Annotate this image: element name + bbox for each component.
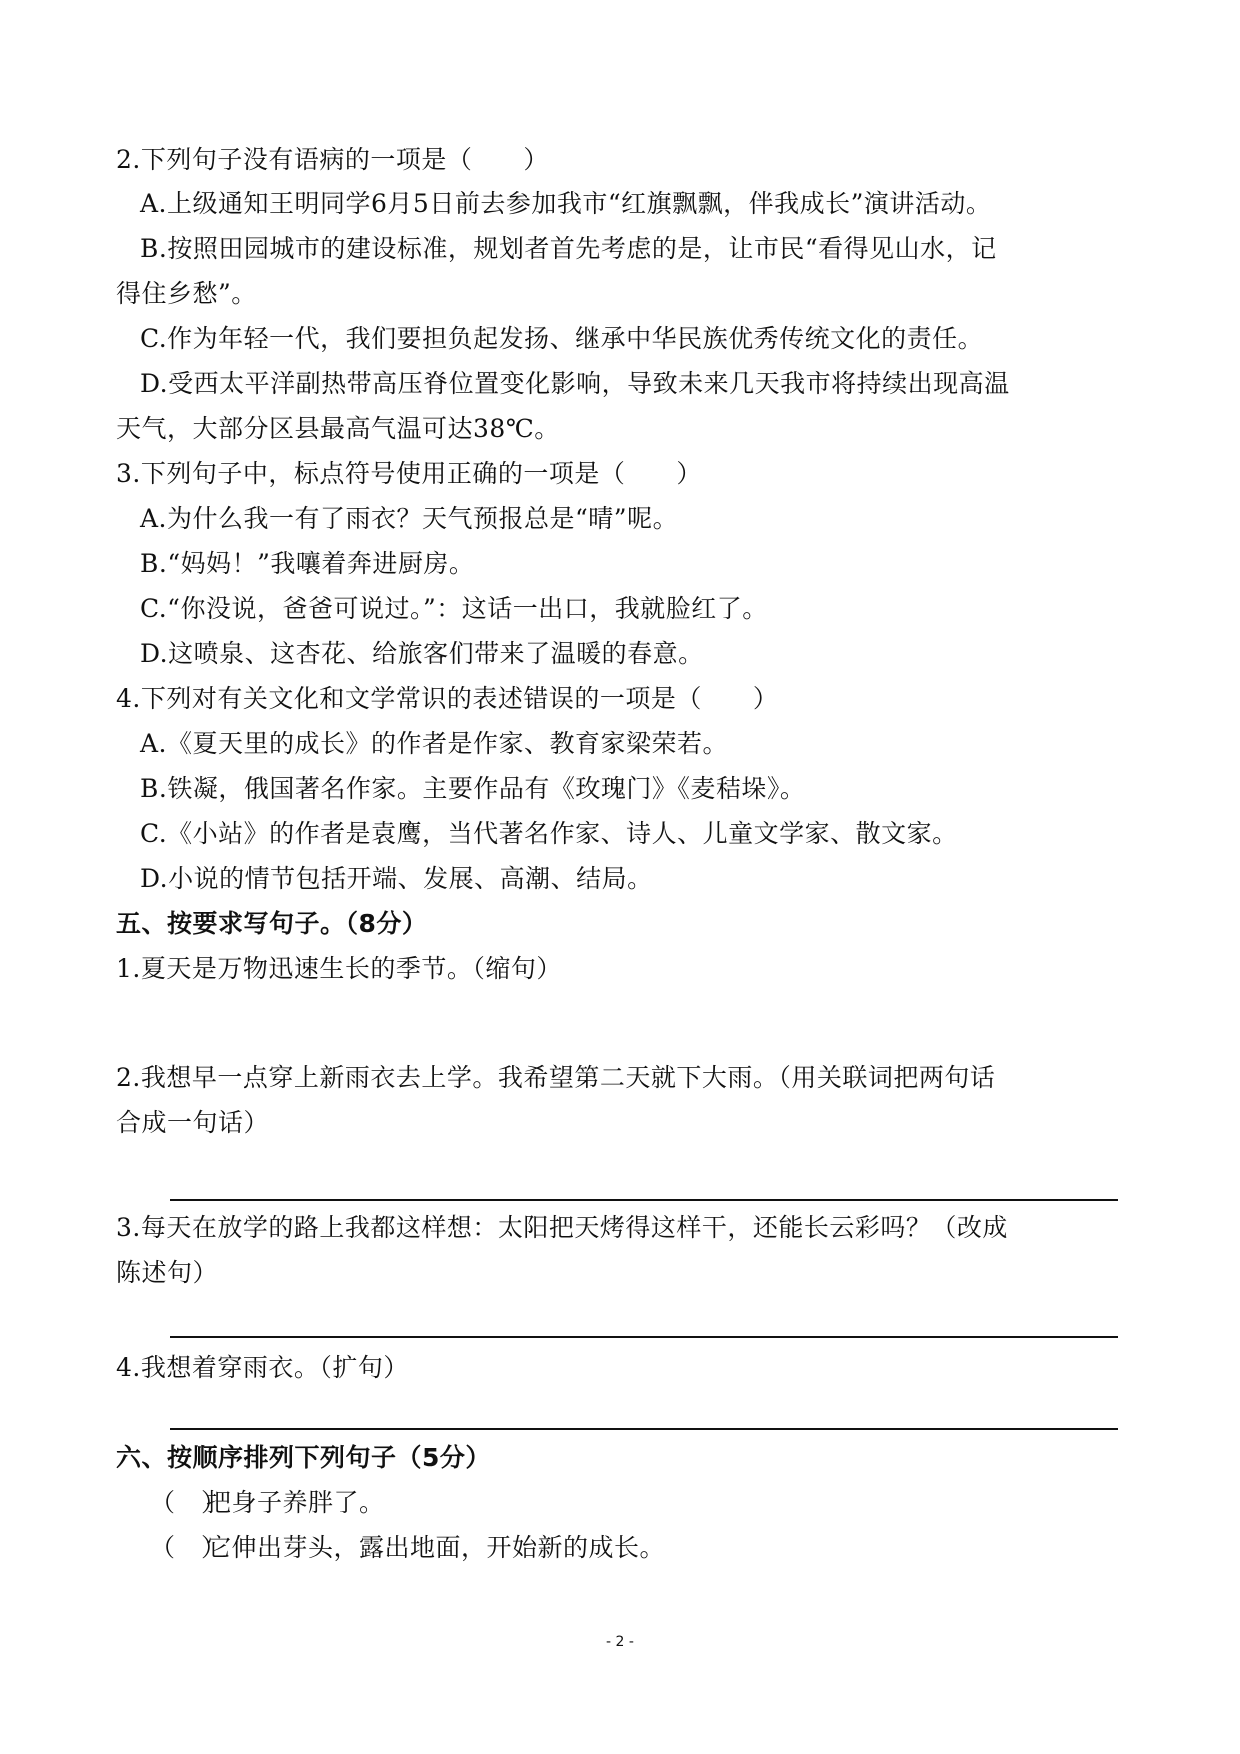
order-item-2: [150, 1530, 665, 1566]
q4-stem: 4.下列对有关文化和文学常识的表述错误的一项是（ ）: [116, 684, 779, 713]
section5-item-3-cont: 陈述句）: [116, 1258, 219, 1287]
section5-item-2-cont: 合成一句话）: [116, 1108, 270, 1137]
q2-option-d-cont: 天气，大部分区县最高气温可达38℃。: [116, 414, 560, 443]
section5-title: 五、按要求写句子。（8分）: [116, 909, 428, 938]
q2-option-a: A.上级通知王明同学6月5日前去参加我市“红旗飘飘，伴我成长”演讲活动。: [140, 189, 992, 218]
order-item-text: 它伸出芽头，露出地面，开始新的成长。: [206, 1533, 666, 1562]
q2-stem: 2.下列句子没有语病的一项是（ ）: [116, 145, 549, 174]
q4-option-c: C.《小站》的作者是袁鹰，当代著名作家、诗人、儿童文学家、散文家。: [140, 819, 958, 848]
q2-option-b-cont: 得住乡愁”。: [116, 279, 257, 308]
order-blank[interactable]: （ ）: [150, 1488, 227, 1517]
order-blank[interactable]: （ ）: [150, 1533, 227, 1562]
order-item-1: [150, 1485, 385, 1521]
q2-option-b: B.按照田园城市的建设标准，规划者首先考虑的是，让市民“看得见山水，记: [140, 234, 997, 263]
section5-item-2: 2.我想早一点穿上新雨衣去上学。我希望第二天就下大雨。（用关联词把两句话: [116, 1063, 996, 1092]
q3-option-a: A.为什么我一有了雨衣？天气预报总是“晴”呢。: [140, 504, 679, 533]
section5-item-1: 1.夏天是万物迅速生长的季节。（缩句）: [116, 954, 562, 983]
order-item-text: 把身子养胖了。: [206, 1488, 385, 1517]
q2-option-d: D.受西太平洋副热带高压脊位置变化影响，导致未来几天我市将持续出现高温: [140, 369, 1010, 398]
q3-option-b: B.“妈妈！”我嚷着奔进厨房。: [140, 549, 475, 578]
q3-option-c: C.“你没说，爸爸可说过。”：这话一出口，我就脸红了。: [140, 594, 768, 623]
answer-line-3[interactable]: [170, 1336, 1118, 1338]
q3-stem: 3.下列句子中，标点符号使用正确的一项是（ ）: [116, 459, 702, 488]
page-number: - 2 -: [606, 1634, 634, 1650]
answer-line-2[interactable]: [170, 1199, 1118, 1201]
answer-line-4[interactable]: [170, 1428, 1118, 1430]
q2-option-c: C.作为年轻一代，我们要担负起发扬、继承中华民族优秀传统文化的责任。: [140, 324, 984, 353]
q4-option-a: A.《夏天里的成长》的作者是作家、教育家梁荣若。: [140, 729, 729, 758]
q3-option-d: D.这喷泉、这杏花、给旅客们带来了温暖的春意。: [140, 639, 704, 668]
section6-title: 六、按顺序排列下列句子（5分）: [116, 1443, 491, 1472]
q4-option-b: B.铁凝，俄国著名作家。主要作品有《玫瑰门》《麦秸垛》。: [140, 774, 806, 803]
section5-item-3: 3.每天在放学的路上我都这样想：太阳把天烤得这样干，还能长云彩吗？（改成: [116, 1213, 1008, 1242]
section5-item-4: 4.我想着穿雨衣。（扩句）: [116, 1353, 409, 1382]
q4-option-d: D.小说的情节包括开端、发展、高潮、结局。: [140, 864, 653, 893]
